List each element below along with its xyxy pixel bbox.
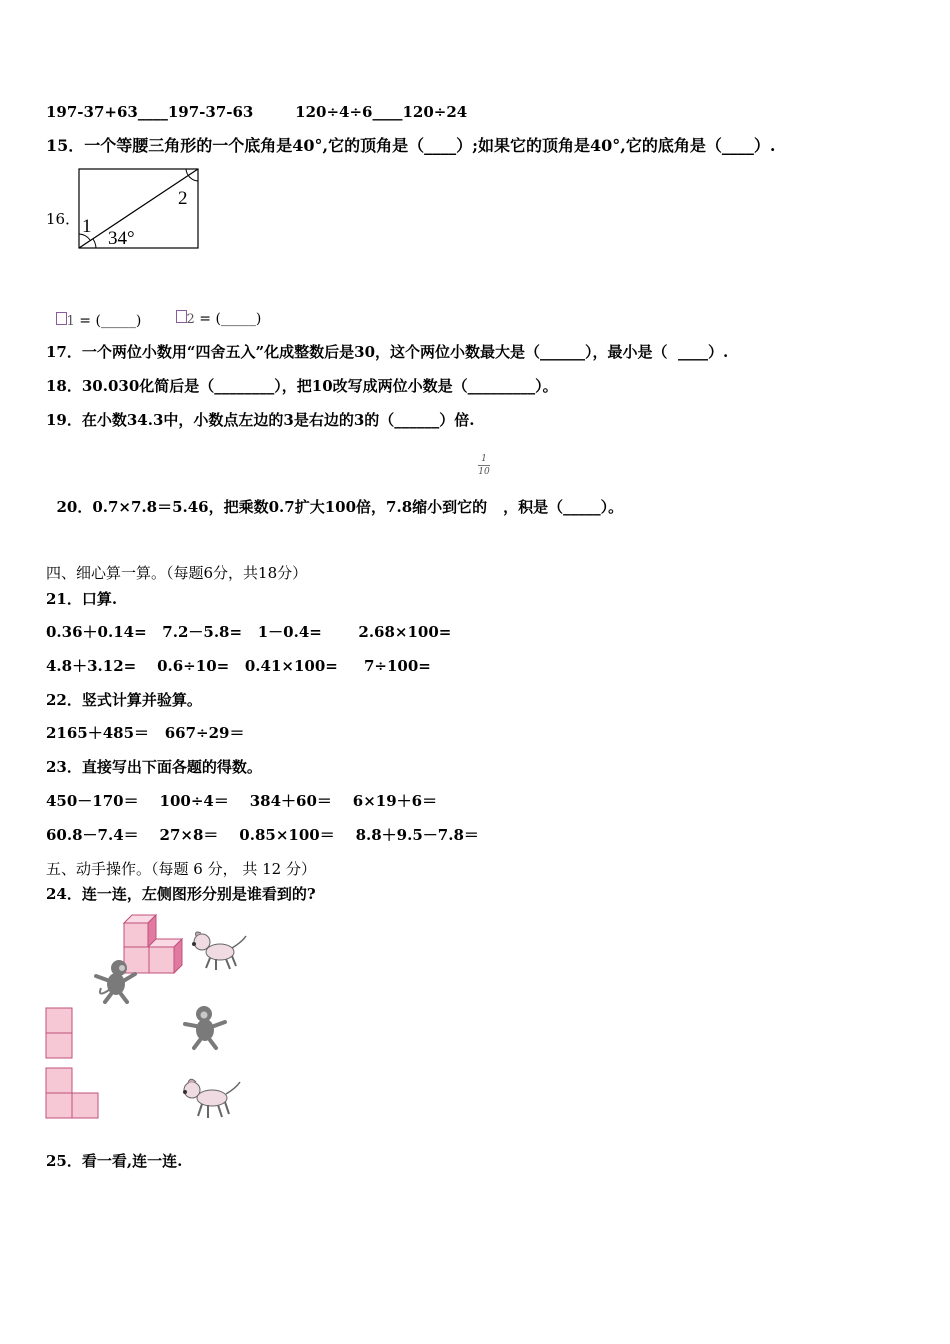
- question-23-row-2: 60.8－7.4＝ 27×8＝ 0.85×100＝ 8.8＋9.5－7.8＝: [46, 826, 479, 844]
- angle-2-answer: 2 = (_____): [166, 288, 261, 330]
- dog-icon: [188, 928, 248, 972]
- question-21: 21．口算.: [46, 590, 118, 608]
- question-20: 20．0.7×7.8＝5.46，把乘数0.7扩大100倍，7.8缩小到它的 ，积是（_____）。: [56, 498, 624, 516]
- section-4-heading: 四、细心算一算。（每题6分，共18分）: [46, 564, 308, 582]
- dog-icon: [180, 1074, 242, 1120]
- compare-line: 197-37+63____197-37-63 120÷4÷6____120÷24: [46, 103, 468, 121]
- angle-1-label: 1: [82, 216, 92, 237]
- section-5-heading: 五、动手操作。（每题 6 分， 共 12 分）: [46, 860, 316, 878]
- question-19: 19．在小数34.3中，小数点左边的3是右边的3的（______）倍.: [46, 411, 475, 429]
- monkey-icon: [93, 958, 139, 1004]
- l-shape-squares-figure: [45, 1067, 101, 1121]
- question-18: 18．30.030化简后是（________），把10改写成两位小数是（_________）。: [46, 377, 558, 395]
- monkey-icon: [182, 1004, 228, 1050]
- question-24: 24．连一连，左侧图形分别是谁看到的?: [46, 885, 316, 903]
- question-15: 15．一个等腰三角形的一个底角是40°,它的顶角是（____）;如果它的顶角是40°,它的底角是（____）.: [46, 136, 776, 155]
- angle-1-answer: 1 = (_____): [46, 290, 141, 332]
- question-22: 22．竖式计算并验算。: [46, 691, 202, 709]
- angle-symbol-icon: [176, 310, 187, 323]
- question-22-row: 2165＋485＝ 667÷29＝: [46, 724, 245, 742]
- angle-symbol-icon: [56, 312, 67, 325]
- two-stacked-squares-figure: [45, 1007, 75, 1061]
- angle-value-label: 34°: [108, 228, 135, 249]
- question-17: 17．一个两位小数用“四舍五入”化成整数后是30，这个两位小数最大是（______），最小是（ ____）.: [46, 343, 729, 361]
- fraction-one-tenth: 1 10: [478, 454, 490, 477]
- question-16-number: 16．: [46, 210, 81, 228]
- question-23: 23．直接写出下面各题的得数。: [46, 758, 262, 776]
- question-21-row-2: 4.8＋3.12= 0.6÷10= 0.41×100= 7÷100=: [46, 657, 431, 675]
- rectangle-diagonal-figure: [78, 168, 200, 250]
- question-21-row-1: 0.36＋0.14= 7.2－5.8= 1－0.4= 2.68×100=: [46, 623, 452, 641]
- angle-2-label: 2: [178, 188, 188, 209]
- question-23-row-1: 450－170＝ 100÷4＝ 384＋60＝ 6×19＋6＝: [46, 792, 438, 810]
- question-25: 25．看一看,连一连.: [46, 1152, 183, 1170]
